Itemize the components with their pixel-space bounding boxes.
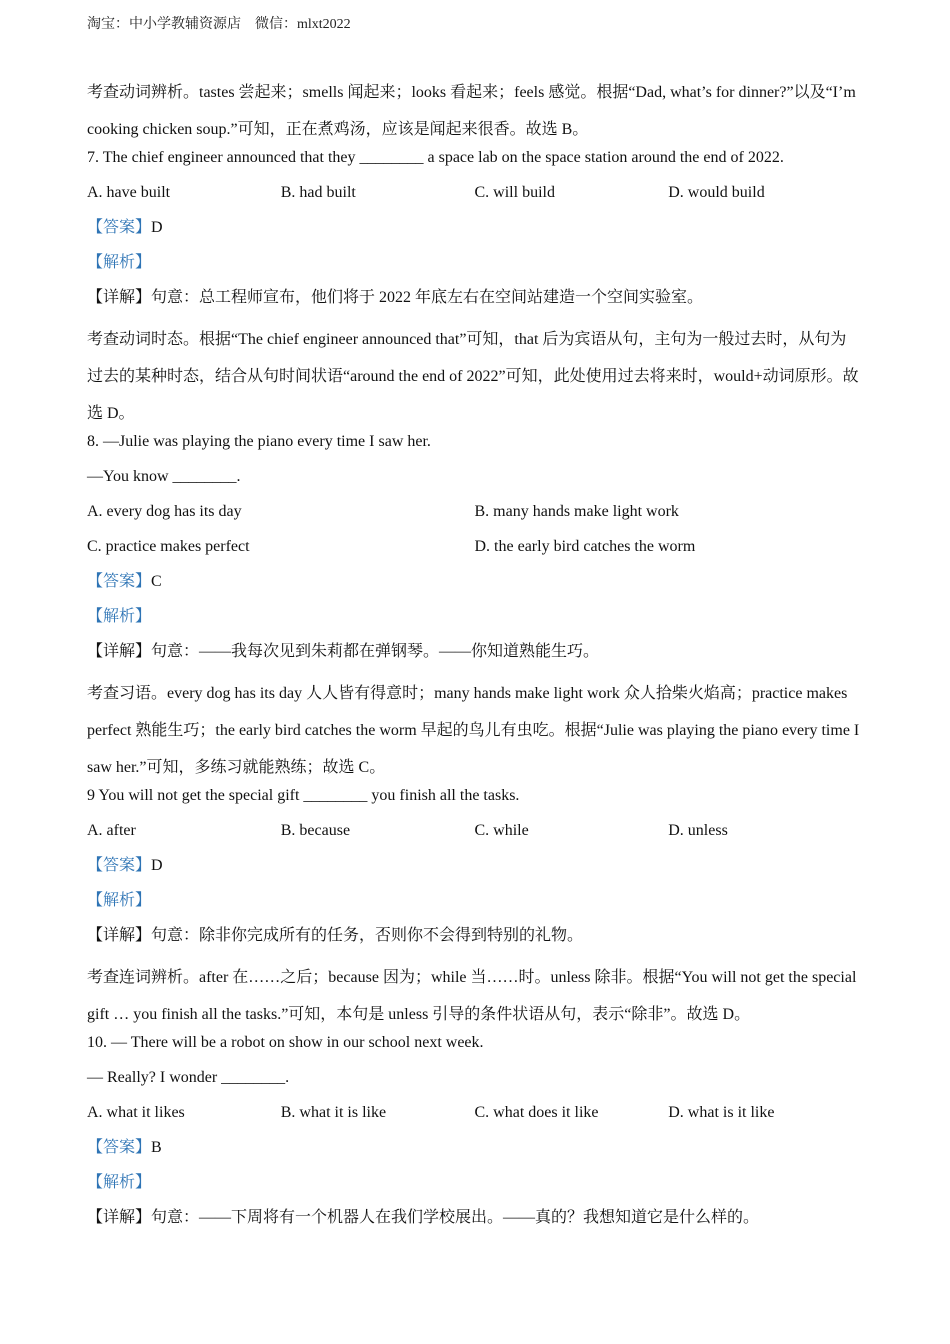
question-10 xyxy=(87,1031,862,1229)
answer-line xyxy=(87,854,862,877)
question-stem-reply: —You know ________. xyxy=(87,468,241,485)
options-row xyxy=(87,500,862,523)
detail-text: 句意：总工程师宣布，他们将于 2022 年底左右在空间站建造一个空间实验室。 xyxy=(151,289,704,306)
detail-text: 句意：除非你完成所有的任务，否则你不会得到特别的礼物。 xyxy=(151,927,584,944)
detail-label: 【详解】 xyxy=(87,643,152,660)
document-content xyxy=(87,74,862,1241)
intro-explanation: 考查动词辨析。tastes 尝起来；smells 闻起来；looks 看起来；feels 感觉。根据“Dad, what’s for dinner?”以及“I’m cooking chicken soup.”可知，正在煮鸡汤，应该是闻起来很香。故选 B。 xyxy=(87,84,856,138)
option-a: A. every dog has its day xyxy=(87,503,242,520)
answer-value: D xyxy=(151,219,163,236)
page-header: 淘宝：中小学教辅资源店 微信：mlxt2022 xyxy=(87,17,351,32)
answer-label: 【答案】 xyxy=(87,857,152,874)
answer-value: D xyxy=(151,857,163,874)
option-b: B. because xyxy=(280,822,351,839)
analysis-label: 【解析】 xyxy=(87,1174,152,1191)
answer-line xyxy=(87,1136,862,1159)
option-c: C. what does it like xyxy=(474,1104,599,1121)
option-b: B. had built xyxy=(280,184,356,201)
analysis-label: 【解析】 xyxy=(87,892,152,909)
answer-value: B xyxy=(151,1139,162,1156)
detail-line xyxy=(87,286,862,309)
question-8 xyxy=(87,430,862,786)
option-a: A. after xyxy=(87,822,136,839)
option-b: B. what it is like xyxy=(280,1104,387,1121)
option-c: C. practice makes perfect xyxy=(87,538,250,555)
answer-line xyxy=(87,570,862,593)
options-row xyxy=(87,535,862,558)
option-d: D. unless xyxy=(668,822,728,839)
option-d: D. would build xyxy=(668,184,765,201)
detail-label: 【详解】 xyxy=(87,289,152,306)
answer-value: C xyxy=(151,573,162,590)
explanation: 考查习语。every dog has its day 人人皆有得意时；many hands make light work 众人拾柴火焰高；practice makes perfect 熟能生巧；the early bird catches the worm 早起的鸟儿有虫吃。根据“Julie was playing the piano every time I saw her.”可知，多练习就能熟练；故选 C。 xyxy=(87,685,860,776)
explanation: 考查连词辨析。after 在……之后；because 因为；while 当……时。unless 除非。根据“You will not get the special gift … you finish all the tasks.”可知，本句是 unless 引导的条件状语从句，表示“除非”。故选 D。 xyxy=(87,969,857,1023)
question-stem-reply: — Really? I wonder ________. xyxy=(87,1069,290,1086)
question-9 xyxy=(87,784,862,1033)
answer-line xyxy=(87,216,862,239)
options-row xyxy=(87,819,862,842)
question-stem: 9 You will not get the special gift ________ you finish all the tasks. xyxy=(87,787,520,804)
analysis-line xyxy=(87,889,862,912)
question-7 xyxy=(87,146,862,432)
analysis-label: 【解析】 xyxy=(87,608,152,625)
option-b: B. many hands make light work xyxy=(474,503,679,520)
explanation: 考查动词时态。根据“The chief engineer announced that”可知，that 后为宾语从句，主句为一般过去时，从句为过去的某种时态，结合从句时间状语“around the end of 2022”可知，此处使用过去将来时，would+动词原形。故选 D。 xyxy=(87,331,859,422)
option-d: D. the early bird catches the worm xyxy=(474,538,696,555)
options-row xyxy=(87,181,862,204)
analysis-line xyxy=(87,605,862,628)
analysis-line xyxy=(87,1171,862,1194)
option-a: A. have built xyxy=(87,184,171,201)
detail-text: 句意：——我每次见到朱莉都在弹钢琴。——你知道熟能生巧。 xyxy=(151,643,600,660)
question-stem: 10. — There will be a robot on show in our school next week. xyxy=(87,1034,484,1051)
option-c: C. while xyxy=(474,822,529,839)
option-a: A. what it likes xyxy=(87,1104,185,1121)
option-d: D. what is it like xyxy=(668,1104,775,1121)
detail-label: 【详解】 xyxy=(87,1209,152,1226)
detail-line xyxy=(87,924,862,947)
answer-label: 【答案】 xyxy=(87,1139,152,1156)
analysis-line xyxy=(87,251,862,274)
answer-label: 【答案】 xyxy=(87,219,152,236)
detail-line xyxy=(87,1206,862,1229)
question-stem: 7. The chief engineer announced that they ________ a space lab on the space station around the end of 2022. xyxy=(87,149,784,166)
analysis-label: 【解析】 xyxy=(87,254,152,271)
options-row xyxy=(87,1101,862,1124)
detail-label: 【详解】 xyxy=(87,927,152,944)
detail-line xyxy=(87,640,862,663)
option-c: C. will build xyxy=(474,184,555,201)
answer-label: 【答案】 xyxy=(87,573,152,590)
question-stem: 8. —Julie was playing the piano every time I saw her. xyxy=(87,433,431,450)
detail-text: 句意：——下周将有一个机器人在我们学校展出。——真的？我想知道它是什么样的。 xyxy=(151,1209,760,1226)
